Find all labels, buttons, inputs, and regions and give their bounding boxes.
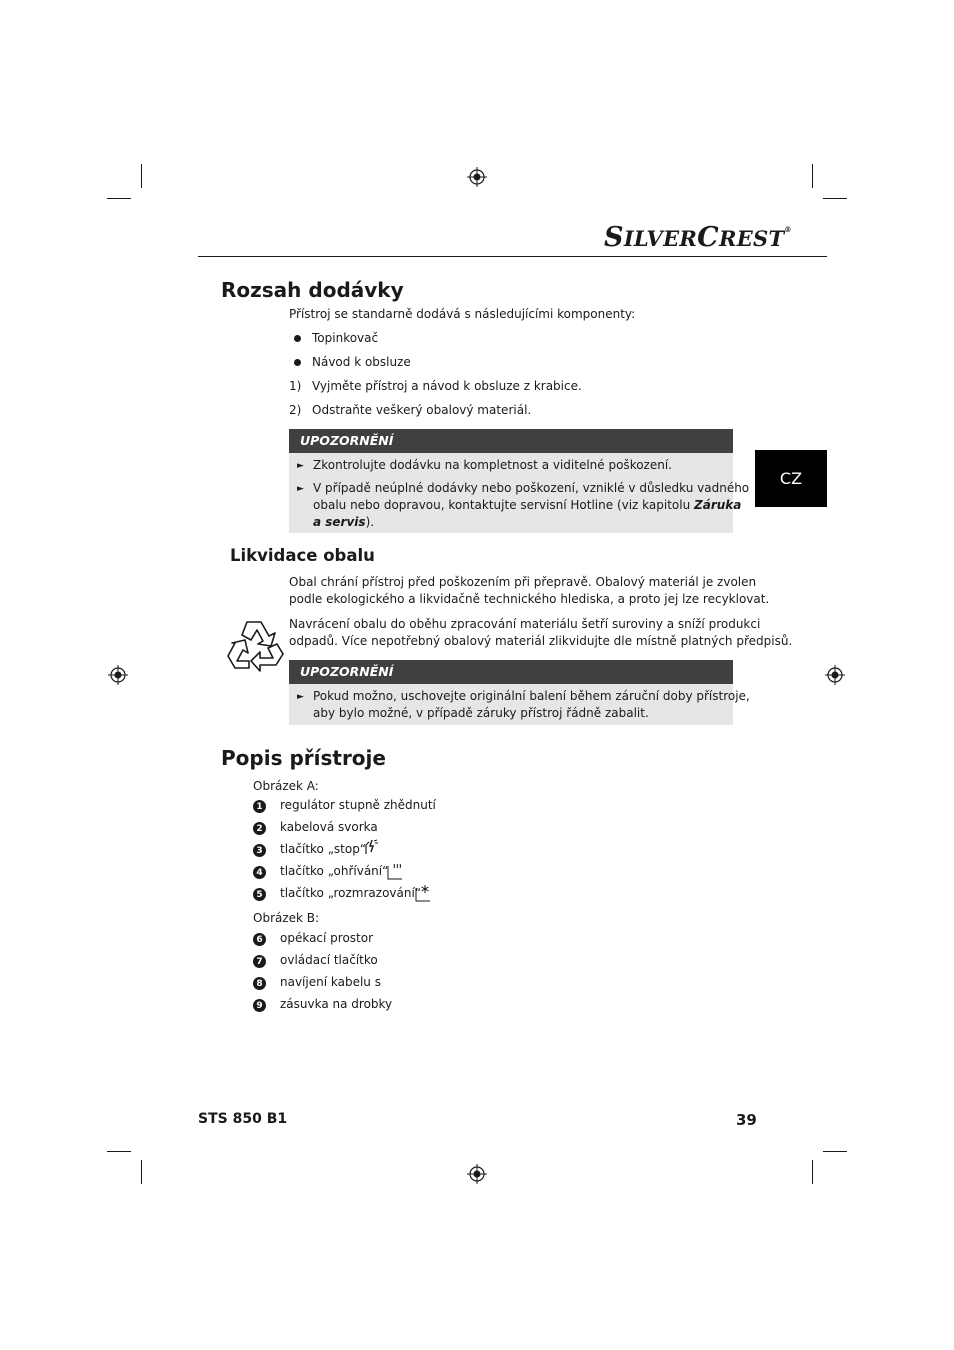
crop-mark [107,198,131,199]
number-badge: 4 [253,866,266,879]
crop-mark [823,198,847,199]
bullet-dot [294,335,301,342]
list-item: ovládací tlačítko [280,953,378,967]
registration-mark-icon [825,665,845,685]
warning-title: UPOZORNĚNÍ [289,660,733,684]
paragraph: podle ekologického a likvidačně technického hlediska, a proto jej lze recyklovat. [289,592,770,606]
paragraph: Obal chrání přístroj před poškozením při přepravě. Obalový materiál je zvolen [289,575,757,589]
registration-mark-icon [108,665,128,685]
figure-label: Obrázek B: [253,911,320,925]
crop-mark [823,1151,847,1152]
step-text: Vyjměte přístroj a návod k obsluze z krabice. [312,379,582,393]
number-badge: 5 [253,888,266,901]
reheat-icon [386,862,404,880]
crop-mark [812,164,813,188]
list-item: tlačítko „stop“ [280,842,367,856]
list-item: Návod k obsluze [312,355,411,369]
arrow-right-icon: ► [297,461,304,471]
silvercrest-logo: SILVERCREST® [604,222,792,253]
number-badge: 7 [253,955,266,968]
header-rule [198,256,827,257]
step-number: 1) [289,379,302,393]
step-number: 2) [289,403,302,417]
warning-text: aby bylo možné, v případě záruky přístroj řádně zabalit. [313,706,649,720]
language-tab: CZ [755,450,827,507]
list-item: tlačítko „ohřívání“ [280,864,389,878]
warning-text: V případě neúplné dodávky nebo poškození, vzniklé v důsledku vadného [313,481,750,495]
list-item: Topinkovač [312,331,379,345]
warning-text: obalu nebo dopravou, kontaktujte servisní Hotline (viz kapitolu Záruka [313,498,742,512]
list-item: regulátor stupně zhědnutí [280,798,436,812]
crop-mark [141,164,142,188]
warning-text: Zkontrolujte dodávku na kompletnost a viditelné poškození. [313,458,672,472]
list-item: tlačítko „rozmrazování“ [280,886,422,900]
number-badge: 2 [253,822,266,835]
warning-title: UPOZORNĚNÍ [289,429,733,453]
arrow-right-icon: ► [297,484,304,494]
arrow-right-icon: ► [297,692,304,702]
stop-icon [363,839,379,855]
paragraph: odpadů. Více nepotřebný obalový materiál zlikvidujte dle místně platných předpisů. [289,634,793,648]
page-number: 39 [736,1111,757,1129]
number-badge: 9 [253,999,266,1012]
number-badge: 8 [253,977,266,990]
warning-box [289,429,750,533]
warning-text: Pokud možno, uschovejte originální balení během záruční doby přístroje, [313,689,750,703]
crop-mark [141,1160,142,1184]
intro-text: Přístroj se standarně dodává s následujícími komponenty: [289,307,636,321]
list-item: kabelová svorka [280,820,378,834]
recycle-icon [225,616,285,674]
list-item: navíjení kabelu s [280,975,381,989]
number-badge: 6 [253,933,266,946]
bullet-dot [294,359,301,366]
figure-label: Obrázek A: [253,779,319,793]
section-title-delivery: Rozsah dodávky [221,278,404,302]
defrost-icon [414,883,432,902]
list-item: opékací prostor [280,931,374,945]
warning-text: a servis). [313,515,375,529]
model-number: STS 850 B1 [198,1111,288,1127]
number-badge: 1 [253,800,266,813]
list-item: zásuvka na drobky [280,997,393,1011]
section-title-description: Popis přístroje [221,746,386,770]
step-text: Odstraňte veškerý obalový materiál. [312,403,532,417]
crop-mark [812,1160,813,1184]
registration-mark-icon [467,1164,487,1184]
crop-mark [107,1151,131,1152]
registration-mark-icon [467,167,487,187]
warning-box [289,660,750,725]
number-badge: 3 [253,844,266,857]
paragraph: Navrácení obalu do oběhu zpracování materiálu šetří suroviny a sníží produkci [289,617,761,631]
section-title-disposal: Likvidace obalu [230,546,375,565]
